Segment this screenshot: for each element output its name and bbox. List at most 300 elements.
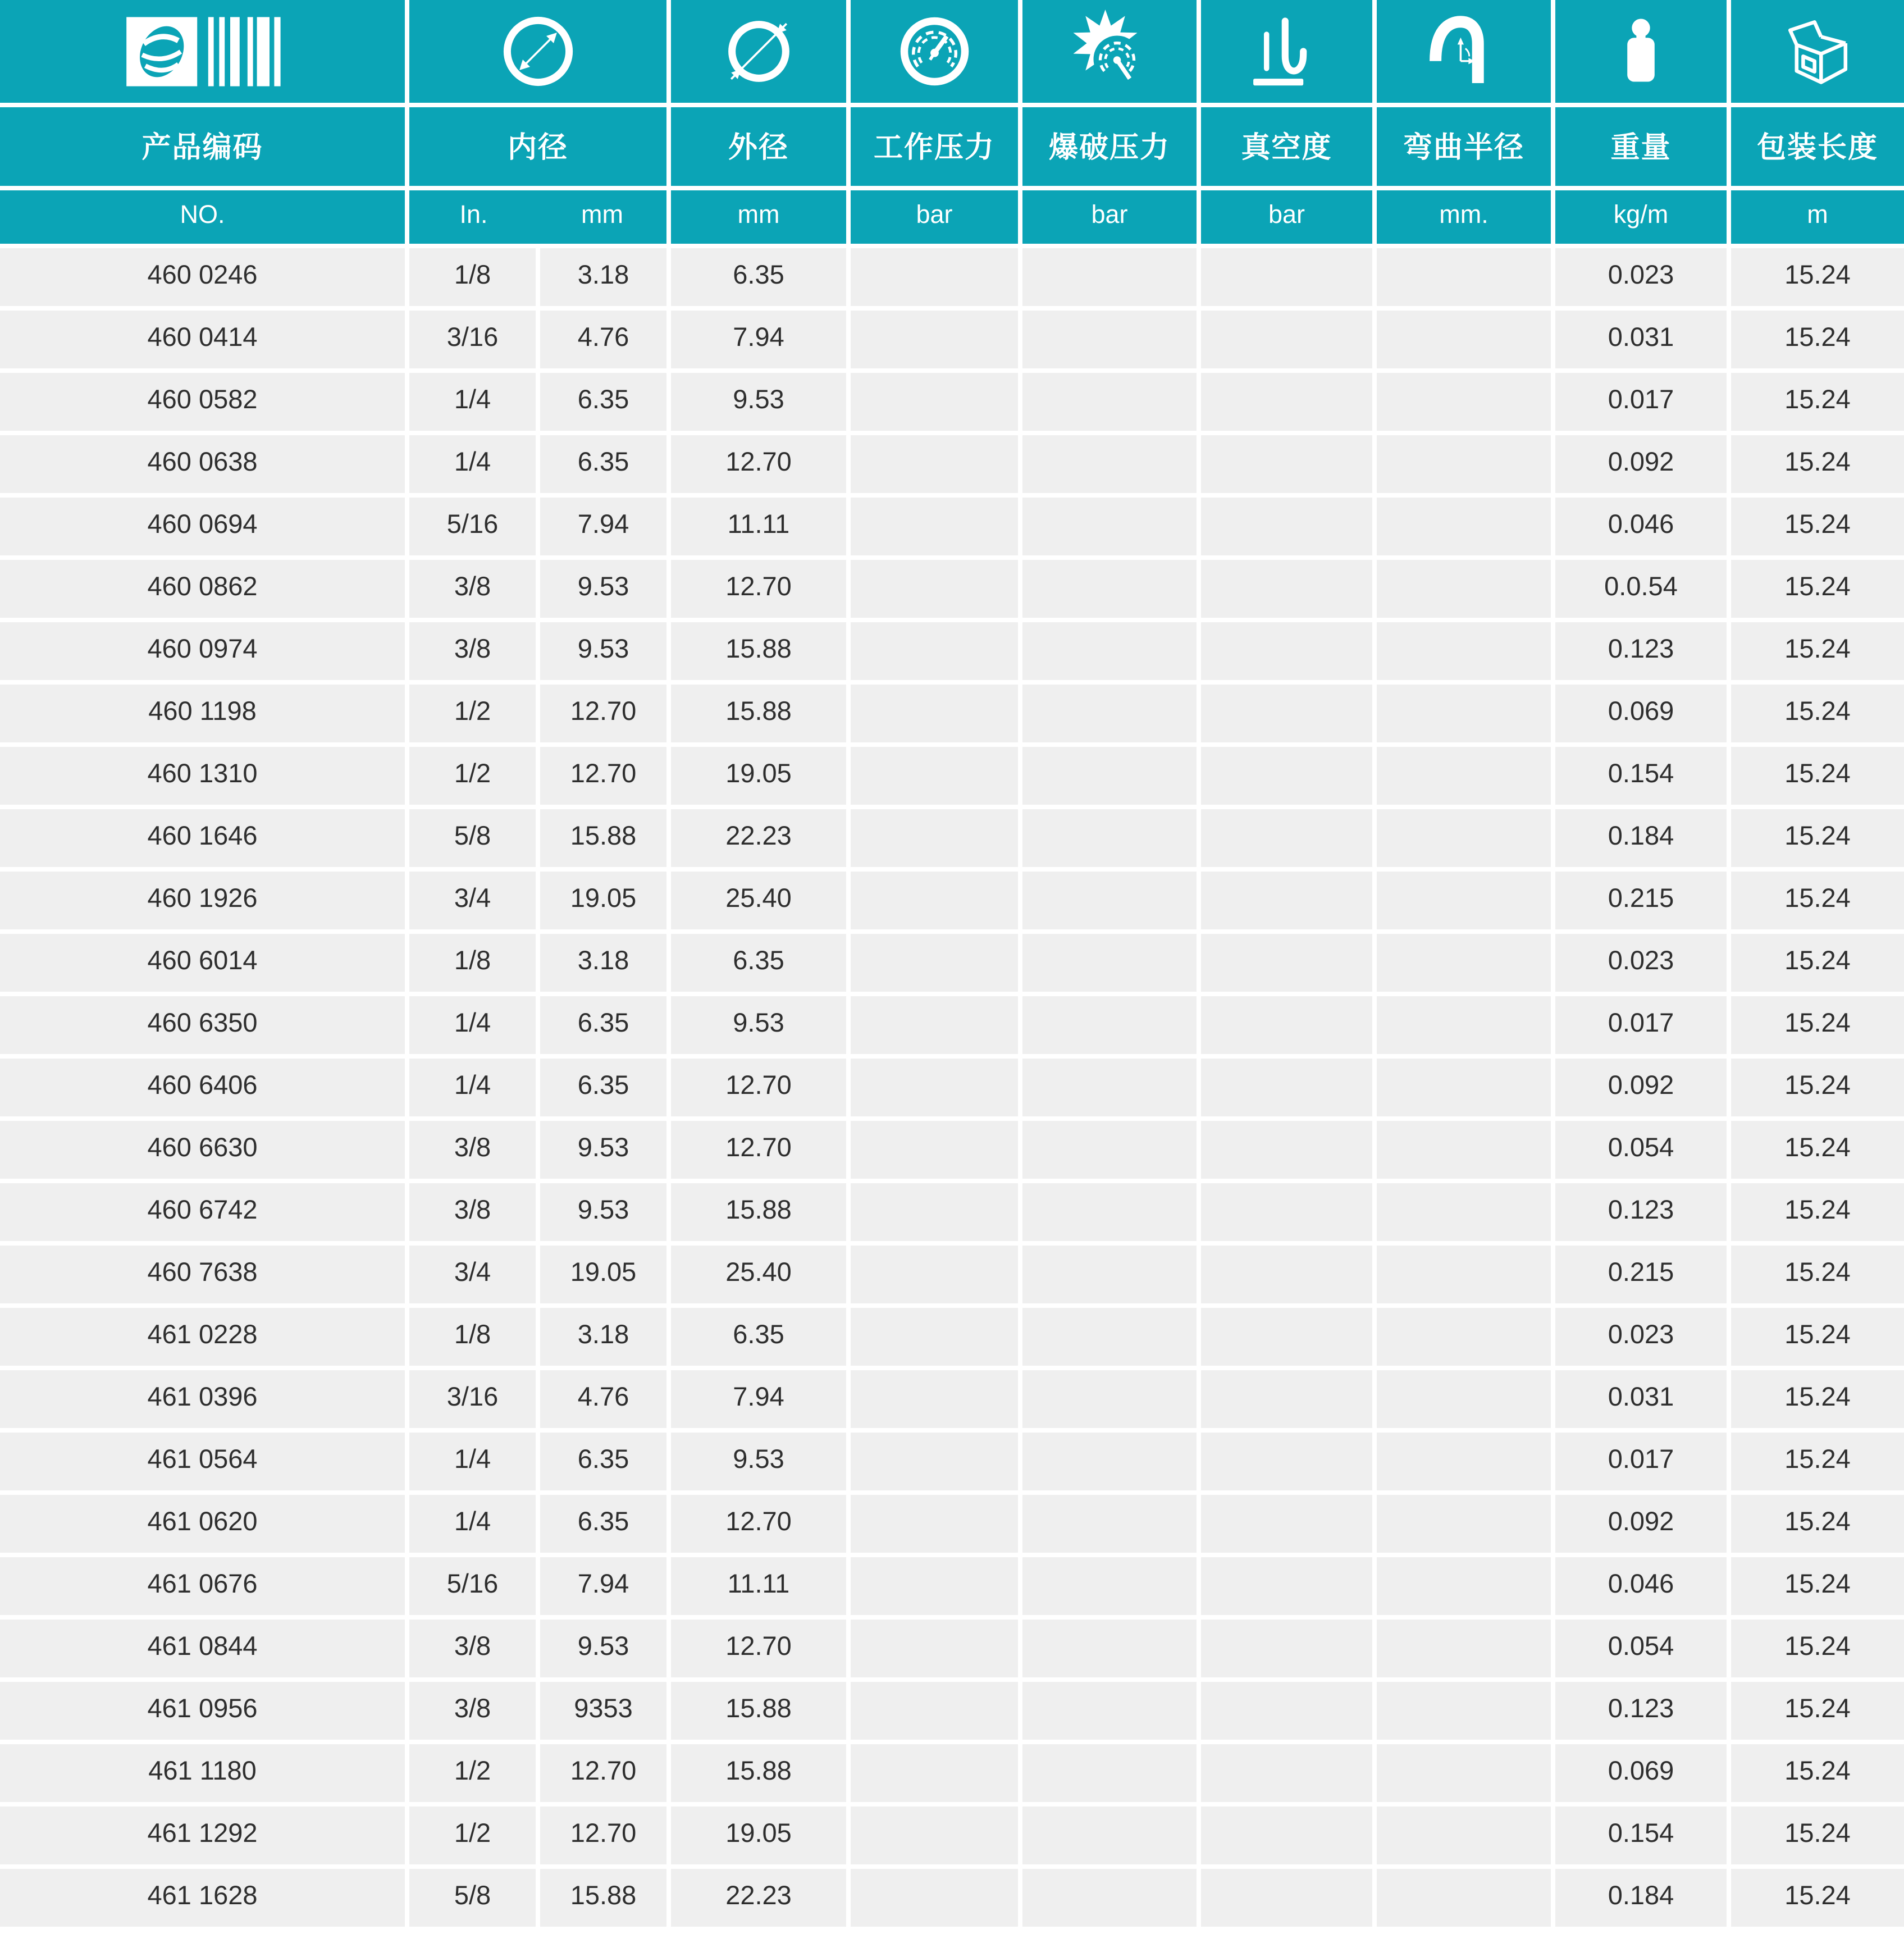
cell-vacuum xyxy=(1201,685,1372,742)
unit-outer-diameter: mm xyxy=(671,190,846,244)
cell-product-no: 460 0582 xyxy=(0,373,405,431)
cell-working-pressure xyxy=(851,1433,1018,1490)
icon-cell-outer-diameter xyxy=(671,0,846,103)
cell-working-pressure xyxy=(851,311,1018,368)
inner-diameter-icon xyxy=(497,11,579,92)
cell-product-no: 460 6406 xyxy=(0,1059,405,1116)
cell-package-length: 15.24 xyxy=(1731,747,1904,805)
cell-bend-radius xyxy=(1377,560,1551,618)
cell-package-length: 15.24 xyxy=(1731,1744,1904,1802)
package-box-icon xyxy=(1777,11,1859,92)
unit-bend-radius: mm. xyxy=(1377,190,1551,244)
cell-weight: 0.023 xyxy=(1555,1308,1727,1366)
cell-working-pressure xyxy=(851,747,1018,805)
cell-inner-diameter-inch: 5/16 xyxy=(409,1557,536,1615)
cell-inner-diameter-mm: 12.70 xyxy=(540,685,666,742)
cell-outer-diameter-mm: 12.70 xyxy=(671,560,846,618)
cell-inner-diameter-inch: 3/4 xyxy=(409,872,536,929)
cell-burst-pressure xyxy=(1022,1495,1197,1553)
cell-product-no: 461 0396 xyxy=(0,1370,405,1428)
cell-weight: 0.017 xyxy=(1555,1433,1727,1490)
icon-cell-inner-diameter xyxy=(409,0,666,103)
cell-outer-diameter-mm: 25.40 xyxy=(671,872,846,929)
column-header-product: 产品编码 xyxy=(0,107,405,186)
cell-product-no: 461 1628 xyxy=(0,1869,405,1927)
cell-working-pressure xyxy=(851,560,1018,618)
cell-vacuum xyxy=(1201,1557,1372,1615)
cell-inner-diameter-inch: 1/4 xyxy=(409,1433,536,1490)
cell-working-pressure xyxy=(851,1495,1018,1553)
cell-weight: 0.023 xyxy=(1555,934,1727,992)
cell-burst-pressure xyxy=(1022,747,1197,805)
column-header-outer-diameter: 外径 xyxy=(671,107,846,186)
cell-vacuum xyxy=(1201,560,1372,618)
cell-bend-radius xyxy=(1377,1370,1551,1428)
cell-weight: 0.023 xyxy=(1555,248,1727,306)
cell-inner-diameter-inch: 3/8 xyxy=(409,1121,536,1179)
cell-product-no: 461 0956 xyxy=(0,1682,405,1740)
cell-package-length: 15.24 xyxy=(1731,1308,1904,1366)
cell-product-no: 461 0564 xyxy=(0,1433,405,1490)
cell-outer-diameter-mm: 11.11 xyxy=(671,1557,846,1615)
cell-working-pressure xyxy=(851,1620,1018,1677)
cell-package-length: 15.24 xyxy=(1731,934,1904,992)
cell-working-pressure xyxy=(851,685,1018,742)
cell-bend-radius xyxy=(1377,1183,1551,1241)
cell-burst-pressure xyxy=(1022,1744,1197,1802)
cell-weight: 0.154 xyxy=(1555,1807,1727,1864)
cell-inner-diameter-mm: 12.70 xyxy=(540,747,666,805)
cell-bend-radius xyxy=(1377,311,1551,368)
cell-inner-diameter-inch: 1/4 xyxy=(409,996,536,1054)
cell-outer-diameter-mm: 7.94 xyxy=(671,311,846,368)
cell-bend-radius xyxy=(1377,373,1551,431)
cell-package-length: 15.24 xyxy=(1731,1121,1904,1179)
cell-working-pressure xyxy=(851,498,1018,555)
cell-outer-diameter-mm: 7.94 xyxy=(671,1370,846,1428)
cell-burst-pressure xyxy=(1022,435,1197,493)
column-header-burst-pressure: 爆破压力 xyxy=(1022,107,1197,186)
cell-inner-diameter-mm: 9.53 xyxy=(540,1183,666,1241)
cell-package-length: 15.24 xyxy=(1731,1433,1904,1490)
cell-vacuum xyxy=(1201,1682,1372,1740)
cell-bend-radius xyxy=(1377,1620,1551,1677)
cell-package-length: 15.24 xyxy=(1731,248,1904,306)
cell-vacuum xyxy=(1201,1744,1372,1802)
cell-product-no: 461 0620 xyxy=(0,1495,405,1553)
cell-inner-diameter-mm: 12.70 xyxy=(540,1807,666,1864)
unit-product-no: NO. xyxy=(0,190,405,244)
cell-burst-pressure xyxy=(1022,1246,1197,1303)
cell-vacuum xyxy=(1201,934,1372,992)
cell-package-length: 15.24 xyxy=(1731,1059,1904,1116)
cell-inner-diameter-inch: 1/2 xyxy=(409,1744,536,1802)
cell-bend-radius xyxy=(1377,747,1551,805)
cell-inner-diameter-mm: 9.53 xyxy=(540,1620,666,1677)
cell-product-no: 460 0694 xyxy=(0,498,405,555)
cell-vacuum xyxy=(1201,248,1372,306)
unit-inner-diameter-inch: In. xyxy=(459,199,488,229)
bend-radius-icon xyxy=(1424,12,1503,91)
cell-working-pressure xyxy=(851,1308,1018,1366)
cell-burst-pressure xyxy=(1022,248,1197,306)
cell-inner-diameter-inch: 3/16 xyxy=(409,1370,536,1428)
cell-vacuum xyxy=(1201,996,1372,1054)
icon-cell-burst-pressure xyxy=(1022,0,1197,103)
cell-working-pressure xyxy=(851,809,1018,867)
cell-burst-pressure xyxy=(1022,1370,1197,1428)
cell-bend-radius xyxy=(1377,1121,1551,1179)
cell-outer-diameter-mm: 22.23 xyxy=(671,1869,846,1927)
cell-burst-pressure xyxy=(1022,1620,1197,1677)
cell-package-length: 15.24 xyxy=(1731,1807,1904,1864)
cell-package-length: 15.24 xyxy=(1731,435,1904,493)
cell-inner-diameter-inch: 1/4 xyxy=(409,1059,536,1116)
column-header-working-pressure: 工作压力 xyxy=(851,107,1018,186)
cell-inner-diameter-mm: 19.05 xyxy=(540,872,666,929)
cell-vacuum xyxy=(1201,1121,1372,1179)
cell-inner-diameter-inch: 1/2 xyxy=(409,685,536,742)
cell-bend-radius xyxy=(1377,498,1551,555)
cell-package-length: 15.24 xyxy=(1731,1682,1904,1740)
icon-cell-working-pressure xyxy=(851,0,1018,103)
cell-working-pressure xyxy=(851,373,1018,431)
cell-weight: 0.092 xyxy=(1555,435,1727,493)
cell-vacuum xyxy=(1201,1807,1372,1864)
cell-working-pressure xyxy=(851,872,1018,929)
cell-package-length: 15.24 xyxy=(1731,1495,1904,1553)
cell-product-no: 460 0638 xyxy=(0,435,405,493)
cell-package-length: 15.24 xyxy=(1731,1183,1904,1241)
cell-weight: 0.092 xyxy=(1555,1059,1727,1116)
cell-bend-radius xyxy=(1377,685,1551,742)
cell-burst-pressure xyxy=(1022,560,1197,618)
unit-burst-pressure: bar xyxy=(1022,190,1197,244)
cell-vacuum xyxy=(1201,435,1372,493)
cell-outer-diameter-mm: 12.70 xyxy=(671,1059,846,1116)
cell-inner-diameter-inch: 3/16 xyxy=(409,311,536,368)
cell-bend-radius xyxy=(1377,435,1551,493)
cell-outer-diameter-mm: 15.88 xyxy=(671,1183,846,1241)
cell-inner-diameter-mm: 6.35 xyxy=(540,1433,666,1490)
cell-vacuum xyxy=(1201,1869,1372,1927)
vacuum-icon xyxy=(1249,13,1325,89)
cell-inner-diameter-inch: 3/4 xyxy=(409,1246,536,1303)
cell-product-no: 460 1646 xyxy=(0,809,405,867)
cell-weight: 0.092 xyxy=(1555,1495,1727,1553)
cell-burst-pressure xyxy=(1022,1433,1197,1490)
cell-package-length: 15.24 xyxy=(1731,1869,1904,1927)
cell-working-pressure xyxy=(851,622,1018,680)
barcode-logo-icon xyxy=(116,12,290,91)
cell-working-pressure xyxy=(851,1183,1018,1241)
cell-vacuum xyxy=(1201,622,1372,680)
cell-bend-radius xyxy=(1377,248,1551,306)
cell-vacuum xyxy=(1201,1433,1372,1490)
cell-burst-pressure xyxy=(1022,1682,1197,1740)
cell-outer-diameter-mm: 12.70 xyxy=(671,1121,846,1179)
cell-inner-diameter-mm: 4.76 xyxy=(540,311,666,368)
cell-bend-radius xyxy=(1377,1495,1551,1553)
cell-vacuum xyxy=(1201,373,1372,431)
icon-cell-vacuum xyxy=(1201,0,1372,103)
cell-product-no: 460 6742 xyxy=(0,1183,405,1241)
cell-burst-pressure xyxy=(1022,1121,1197,1179)
column-header-weight: 重量 xyxy=(1555,107,1727,186)
cell-package-length: 15.24 xyxy=(1731,872,1904,929)
cell-weight: 0.046 xyxy=(1555,1557,1727,1615)
icon-cell-bend-radius xyxy=(1377,0,1551,103)
cell-product-no: 460 0414 xyxy=(0,311,405,368)
column-header-package-length: 包装长度 xyxy=(1731,107,1904,186)
cell-weight: 0.031 xyxy=(1555,311,1727,368)
cell-inner-diameter-mm: 6.35 xyxy=(540,373,666,431)
column-header-inner-diameter: 内径 xyxy=(409,107,666,186)
cell-bend-radius xyxy=(1377,1869,1551,1927)
cell-inner-diameter-mm: 7.94 xyxy=(540,498,666,555)
cell-burst-pressure xyxy=(1022,1869,1197,1927)
cell-working-pressure xyxy=(851,1807,1018,1864)
cell-inner-diameter-inch: 1/2 xyxy=(409,747,536,805)
cell-inner-diameter-inch: 1/4 xyxy=(409,435,536,493)
cell-weight: 0.215 xyxy=(1555,1246,1727,1303)
cell-weight: 0.017 xyxy=(1555,373,1727,431)
unit-inner-diameter xyxy=(409,190,666,244)
cell-weight: 0.046 xyxy=(1555,498,1727,555)
cell-vacuum xyxy=(1201,311,1372,368)
cell-inner-diameter-mm: 6.35 xyxy=(540,435,666,493)
cell-bend-radius xyxy=(1377,1682,1551,1740)
cell-burst-pressure xyxy=(1022,996,1197,1054)
cell-inner-diameter-inch: 5/16 xyxy=(409,498,536,555)
cell-bend-radius xyxy=(1377,872,1551,929)
cell-inner-diameter-inch: 3/8 xyxy=(409,1682,536,1740)
cell-inner-diameter-mm: 3.18 xyxy=(540,1308,666,1366)
cell-working-pressure xyxy=(851,1557,1018,1615)
cell-weight: 0.0.54 xyxy=(1555,560,1727,618)
cell-inner-diameter-mm: 3.18 xyxy=(540,934,666,992)
cell-package-length: 15.24 xyxy=(1731,809,1904,867)
cell-product-no: 461 0228 xyxy=(0,1308,405,1366)
column-header-bend-radius: 弯曲半径 xyxy=(1377,107,1551,186)
cell-working-pressure xyxy=(851,435,1018,493)
cell-burst-pressure xyxy=(1022,498,1197,555)
cell-vacuum xyxy=(1201,1495,1372,1553)
cell-product-no: 461 0676 xyxy=(0,1557,405,1615)
cell-weight: 0.054 xyxy=(1555,1121,1727,1179)
cell-package-length: 15.24 xyxy=(1731,1557,1904,1615)
cell-working-pressure xyxy=(851,1370,1018,1428)
cell-bend-radius xyxy=(1377,1557,1551,1615)
cell-outer-diameter-mm: 9.53 xyxy=(671,996,846,1054)
cell-inner-diameter-inch: 1/8 xyxy=(409,248,536,306)
cell-inner-diameter-inch: 5/8 xyxy=(409,809,536,867)
cell-package-length: 15.24 xyxy=(1731,560,1904,618)
cell-working-pressure xyxy=(851,934,1018,992)
cell-weight: 0.184 xyxy=(1555,1869,1727,1927)
cell-working-pressure xyxy=(851,1121,1018,1179)
cell-working-pressure xyxy=(851,1744,1018,1802)
cell-burst-pressure xyxy=(1022,1308,1197,1366)
weight-icon xyxy=(1603,13,1679,89)
cell-package-length: 15.24 xyxy=(1731,1370,1904,1428)
cell-outer-diameter-mm: 19.05 xyxy=(671,1807,846,1864)
cell-outer-diameter-mm: 6.35 xyxy=(671,248,846,306)
cell-product-no: 461 0844 xyxy=(0,1620,405,1677)
cell-inner-diameter-mm: 19.05 xyxy=(540,1246,666,1303)
column-header-vacuum: 真空度 xyxy=(1201,107,1372,186)
cell-bend-radius xyxy=(1377,809,1551,867)
cell-burst-pressure xyxy=(1022,872,1197,929)
cell-weight: 0.069 xyxy=(1555,685,1727,742)
cell-vacuum xyxy=(1201,1059,1372,1116)
cell-working-pressure xyxy=(851,1246,1018,1303)
cell-bend-radius xyxy=(1377,1246,1551,1303)
cell-vacuum xyxy=(1201,1370,1372,1428)
cell-vacuum xyxy=(1201,872,1372,929)
cell-vacuum xyxy=(1201,1308,1372,1366)
cell-inner-diameter-mm: 7.94 xyxy=(540,1557,666,1615)
cell-weight: 0.031 xyxy=(1555,1370,1727,1428)
cell-inner-diameter-inch: 1/8 xyxy=(409,934,536,992)
cell-outer-diameter-mm: 9.53 xyxy=(671,1433,846,1490)
cell-bend-radius xyxy=(1377,622,1551,680)
cell-bend-radius xyxy=(1377,1744,1551,1802)
pressure-gauge-icon xyxy=(897,13,972,89)
cell-working-pressure xyxy=(851,996,1018,1054)
cell-package-length: 15.24 xyxy=(1731,996,1904,1054)
cell-inner-diameter-inch: 3/8 xyxy=(409,1183,536,1241)
cell-working-pressure xyxy=(851,248,1018,306)
cell-inner-diameter-inch: 3/8 xyxy=(409,560,536,618)
cell-vacuum xyxy=(1201,747,1372,805)
cell-inner-diameter-mm: 4.76 xyxy=(540,1370,666,1428)
cell-weight: 0.123 xyxy=(1555,622,1727,680)
cell-bend-radius xyxy=(1377,1308,1551,1366)
cell-package-length: 15.24 xyxy=(1731,622,1904,680)
cell-burst-pressure xyxy=(1022,809,1197,867)
cell-inner-diameter-mm: 6.35 xyxy=(540,996,666,1054)
cell-package-length: 15.24 xyxy=(1731,1246,1904,1303)
icon-cell-package-length xyxy=(1731,0,1904,103)
unit-inner-diameter-mm: mm xyxy=(581,199,623,229)
cell-product-no: 460 6014 xyxy=(0,934,405,992)
cell-inner-diameter-mm: 9.53 xyxy=(540,622,666,680)
cell-product-no: 460 7638 xyxy=(0,1246,405,1303)
cell-product-no: 460 1926 xyxy=(0,872,405,929)
cell-burst-pressure xyxy=(1022,1059,1197,1116)
cell-burst-pressure xyxy=(1022,311,1197,368)
cell-product-no: 460 1198 xyxy=(0,685,405,742)
cell-inner-diameter-mm: 3.18 xyxy=(540,248,666,306)
cell-outer-diameter-mm: 15.88 xyxy=(671,1682,846,1740)
cell-burst-pressure xyxy=(1022,934,1197,992)
cell-package-length: 15.24 xyxy=(1731,311,1904,368)
cell-inner-diameter-mm: 6.35 xyxy=(540,1059,666,1116)
cell-bend-radius xyxy=(1377,1059,1551,1116)
cell-outer-diameter-mm: 25.40 xyxy=(671,1246,846,1303)
cell-working-pressure xyxy=(851,1869,1018,1927)
unit-package-length: m xyxy=(1731,190,1904,244)
cell-outer-diameter-mm: 12.70 xyxy=(671,1620,846,1677)
cell-package-length: 15.24 xyxy=(1731,373,1904,431)
cell-inner-diameter-inch: 1/8 xyxy=(409,1308,536,1366)
cell-burst-pressure xyxy=(1022,1807,1197,1864)
cell-weight: 0.123 xyxy=(1555,1183,1727,1241)
cell-weight: 0.184 xyxy=(1555,809,1727,867)
cell-package-length: 15.24 xyxy=(1731,685,1904,742)
cell-vacuum xyxy=(1201,1620,1372,1677)
cell-inner-diameter-mm: 15.88 xyxy=(540,1869,666,1927)
unit-working-pressure: bar xyxy=(851,190,1018,244)
cell-burst-pressure xyxy=(1022,685,1197,742)
cell-weight: 0.054 xyxy=(1555,1620,1727,1677)
cell-inner-diameter-mm: 15.88 xyxy=(540,809,666,867)
cell-inner-diameter-inch: 1/4 xyxy=(409,1495,536,1553)
unit-vacuum: bar xyxy=(1201,190,1372,244)
cell-bend-radius xyxy=(1377,934,1551,992)
cell-working-pressure xyxy=(851,1682,1018,1740)
cell-weight: 0.215 xyxy=(1555,872,1727,929)
cell-bend-radius xyxy=(1377,1433,1551,1490)
cell-bend-radius xyxy=(1377,996,1551,1054)
cell-outer-diameter-mm: 15.88 xyxy=(671,685,846,742)
cell-burst-pressure xyxy=(1022,373,1197,431)
cell-outer-diameter-mm: 15.88 xyxy=(671,622,846,680)
cell-product-no: 460 0974 xyxy=(0,622,405,680)
cell-inner-diameter-inch: 1/2 xyxy=(409,1807,536,1864)
cell-package-length: 15.24 xyxy=(1731,498,1904,555)
cell-inner-diameter-inch: 1/4 xyxy=(409,373,536,431)
cell-vacuum xyxy=(1201,809,1372,867)
cell-outer-diameter-mm: 6.35 xyxy=(671,1308,846,1366)
cell-inner-diameter-mm: 9.53 xyxy=(540,1121,666,1179)
cell-weight: 0.154 xyxy=(1555,747,1727,805)
cell-product-no: 460 6630 xyxy=(0,1121,405,1179)
cell-inner-diameter-inch: 3/8 xyxy=(409,1620,536,1677)
cell-weight: 0.017 xyxy=(1555,996,1727,1054)
cell-outer-diameter-mm: 6.35 xyxy=(671,934,846,992)
cell-inner-diameter-mm: 12.70 xyxy=(540,1744,666,1802)
cell-working-pressure xyxy=(851,1059,1018,1116)
cell-inner-diameter-inch: 5/8 xyxy=(409,1869,536,1927)
cell-product-no: 460 0862 xyxy=(0,560,405,618)
cell-vacuum xyxy=(1201,498,1372,555)
cell-vacuum xyxy=(1201,1246,1372,1303)
cell-inner-diameter-mm: 9353 xyxy=(540,1682,666,1740)
cell-product-no: 460 1310 xyxy=(0,747,405,805)
cell-package-length: 15.24 xyxy=(1731,1620,1904,1677)
cell-inner-diameter-mm: 9.53 xyxy=(540,560,666,618)
cell-weight: 0.123 xyxy=(1555,1682,1727,1740)
icon-cell-weight xyxy=(1555,0,1727,103)
cell-bend-radius xyxy=(1377,1807,1551,1864)
cell-burst-pressure xyxy=(1022,1183,1197,1241)
cell-outer-diameter-mm: 9.53 xyxy=(671,373,846,431)
cell-product-no: 460 6350 xyxy=(0,996,405,1054)
cell-outer-diameter-mm: 15.88 xyxy=(671,1744,846,1802)
cell-burst-pressure xyxy=(1022,1557,1197,1615)
cell-inner-diameter-mm: 6.35 xyxy=(540,1495,666,1553)
cell-burst-pressure xyxy=(1022,622,1197,680)
outer-diameter-icon xyxy=(718,11,800,92)
icon-cell-product xyxy=(0,0,405,103)
cell-outer-diameter-mm: 19.05 xyxy=(671,747,846,805)
cell-outer-diameter-mm: 12.70 xyxy=(671,435,846,493)
cell-inner-diameter-inch: 3/8 xyxy=(409,622,536,680)
cell-vacuum xyxy=(1201,1183,1372,1241)
burst-gauge-icon xyxy=(1067,10,1152,94)
